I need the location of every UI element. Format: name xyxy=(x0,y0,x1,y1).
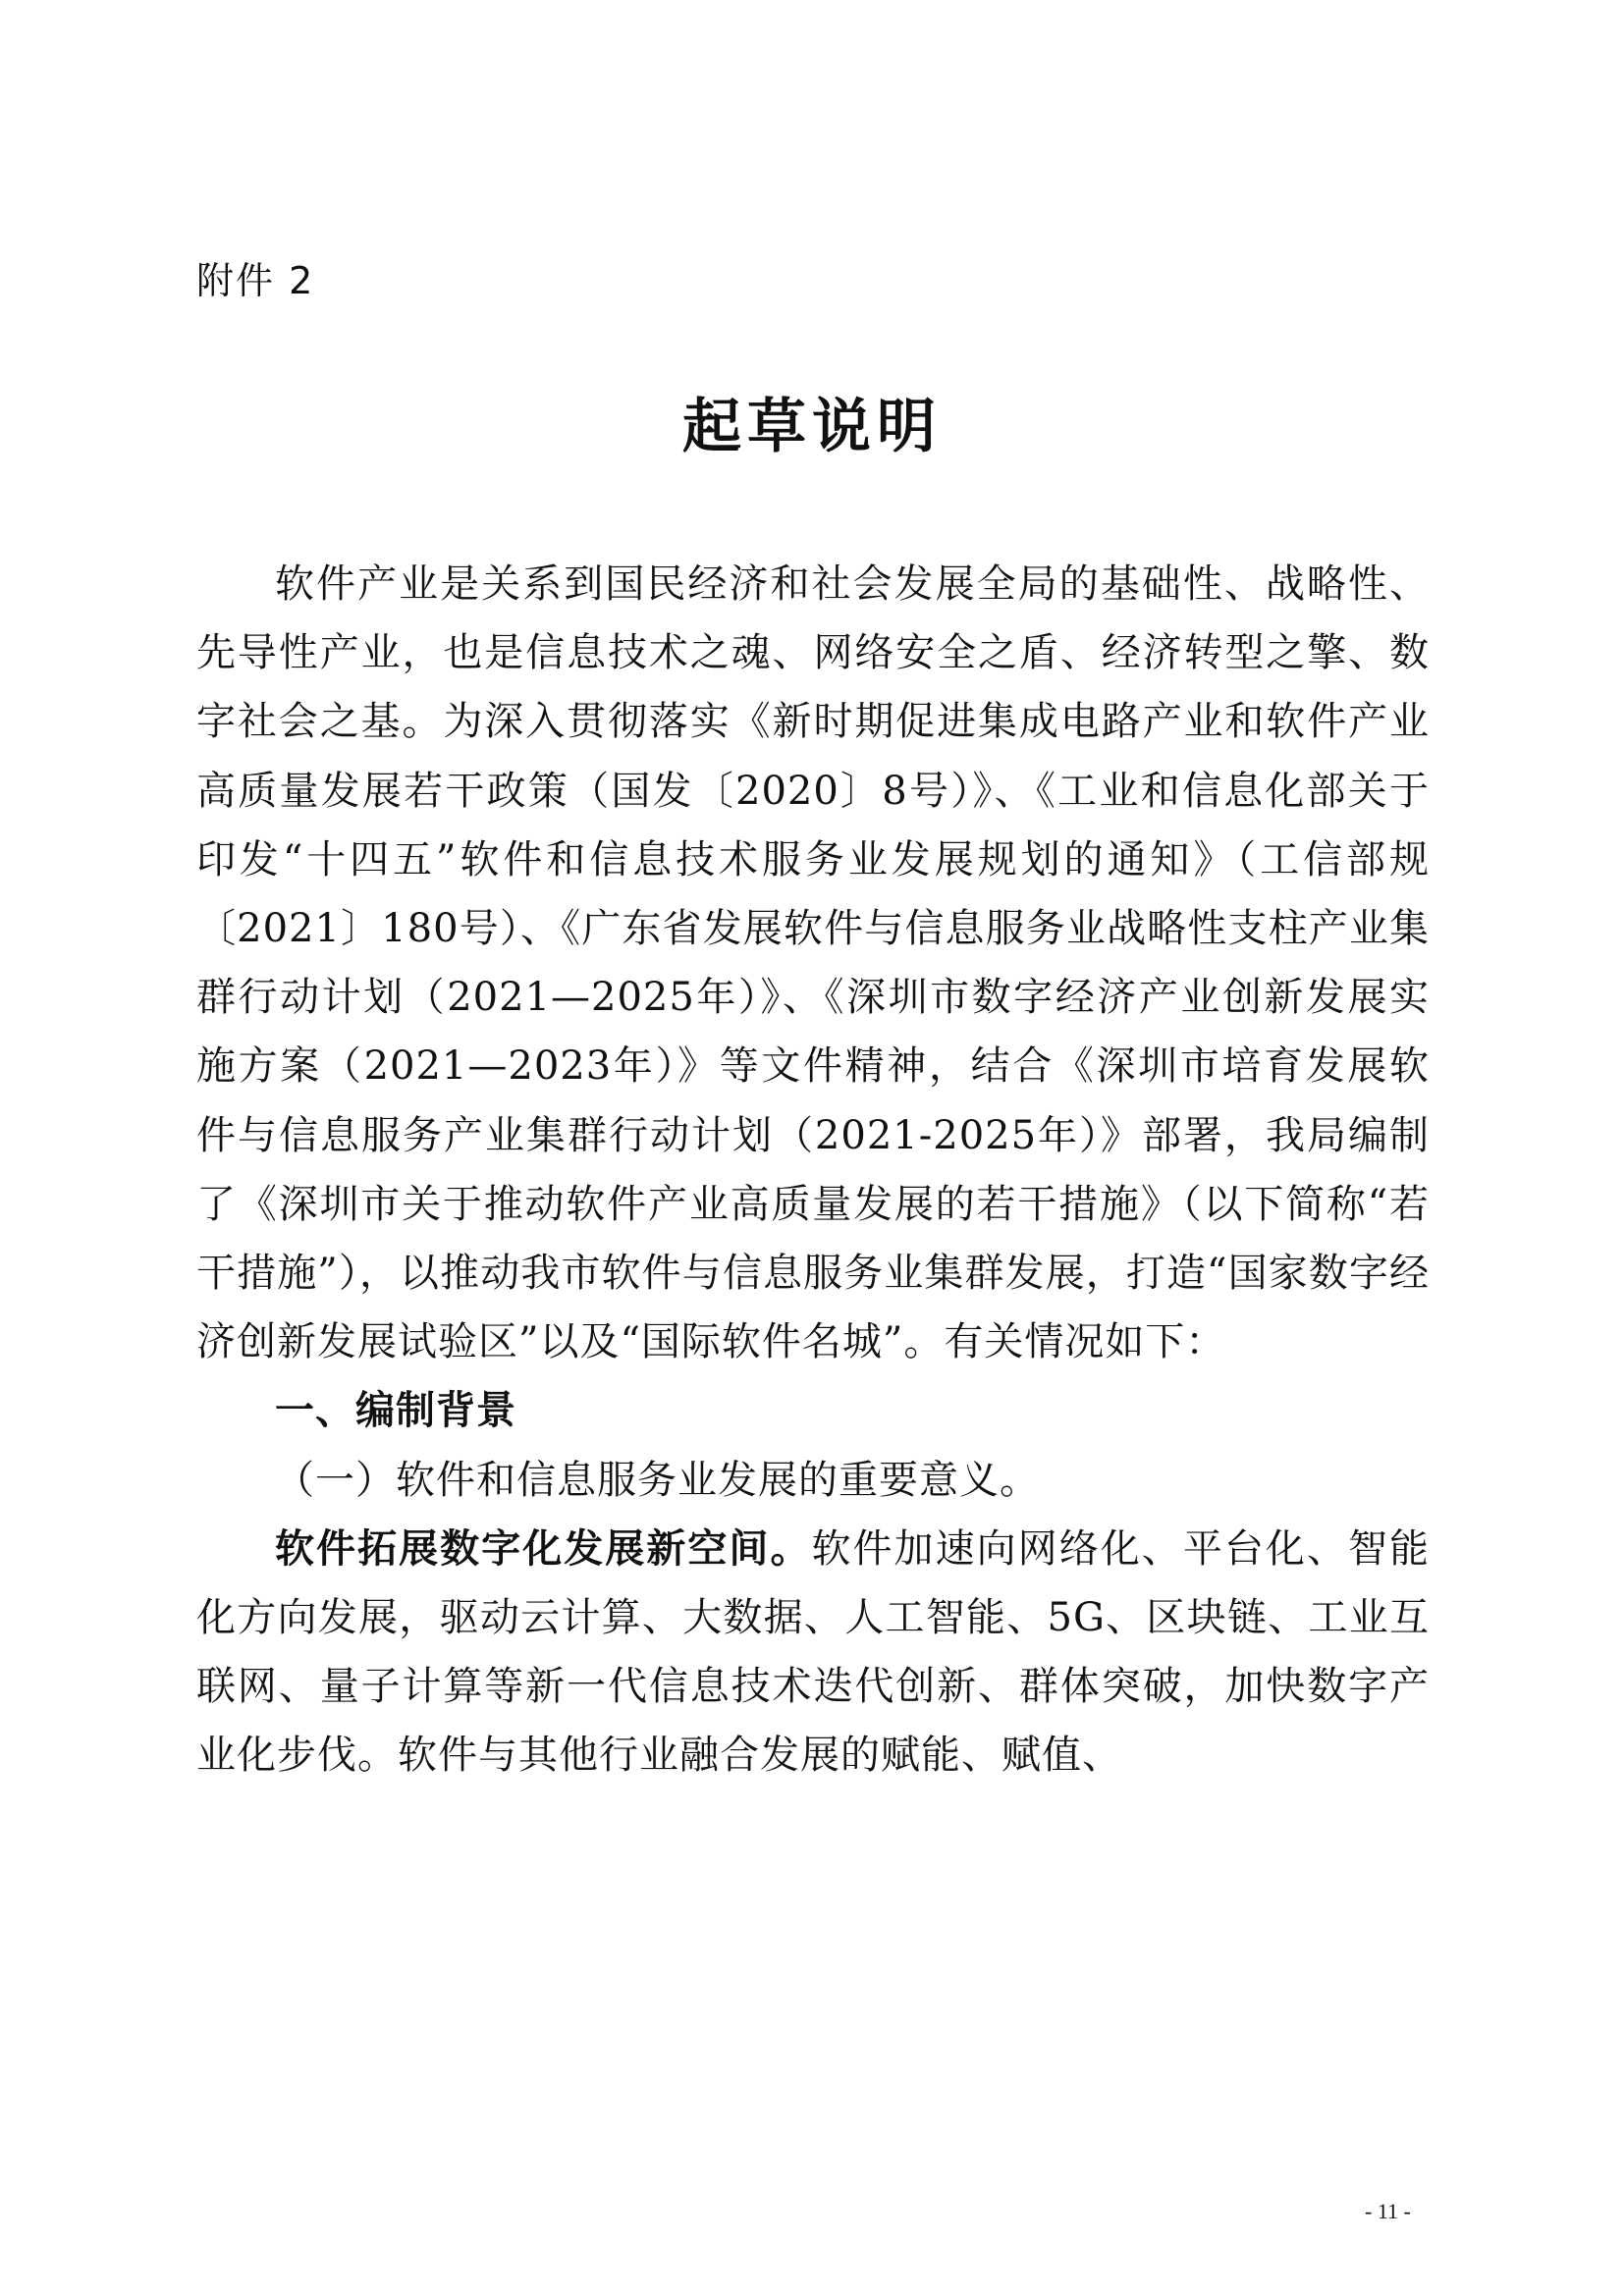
intro-paragraph: 软件产业是关系到国民经济和社会发展全局的基础性、战略性、先导性产业，也是信息技术之魂、网络安全之盾、经济转型之擎、数字社会之基。为深入贯彻落实《新时期促进集成电路产业和软件产业高质量发展若干政策（国发〔2020〕8号）》、《工业和信息化部关于印发“十四五”软件和信息技术服务业发展规划的通知》（工信部规〔2021〕180号）、《广东省发展软件与信息服务业战略性支柱产业集群行动计划（2021—2025年）》、《深圳市数字经济产业创新发展实施方案（2021—2023年）》等文件精神，结合《深圳市培育发展软件与信息服务产业集群行动计划（2021-2025年）》部署，我局编制了《深圳市关于推动软件产业高质量发展的若干措施》（以下简称“若干措施”），以推动我市软件与信息服务业集群发展，打造“国家数字经济创新发展试验区”以及“国际软件名城”。有关情况如下： xyxy=(196,561,1430,1365)
subsection-heading: （一）软件和信息服务业发展的重要意义。 xyxy=(275,1457,1040,1503)
body-paragraph xyxy=(196,1515,1430,1790)
paragraph-text: 软件加速向网络化、平台化、智能化方向发展，驱动云计算、大数据、人工智能、5G、区块链、工业互联网、量子计算等新一代信息技术迭代创新、群体突破，加快数字产业化步伐。软件与其他行业融合发展的赋能、赋值、 xyxy=(196,1525,1431,1779)
section-heading: 一、编制背景 xyxy=(275,1388,516,1434)
paragraph-lead: 软件拓展数字化发展新空间。 xyxy=(275,1524,812,1572)
document-body xyxy=(196,550,1430,1790)
page-title: 起草说明 xyxy=(682,393,942,461)
attachment-label: 附件 2 xyxy=(196,259,315,302)
page-number: - 11 - xyxy=(1365,2199,1411,2223)
